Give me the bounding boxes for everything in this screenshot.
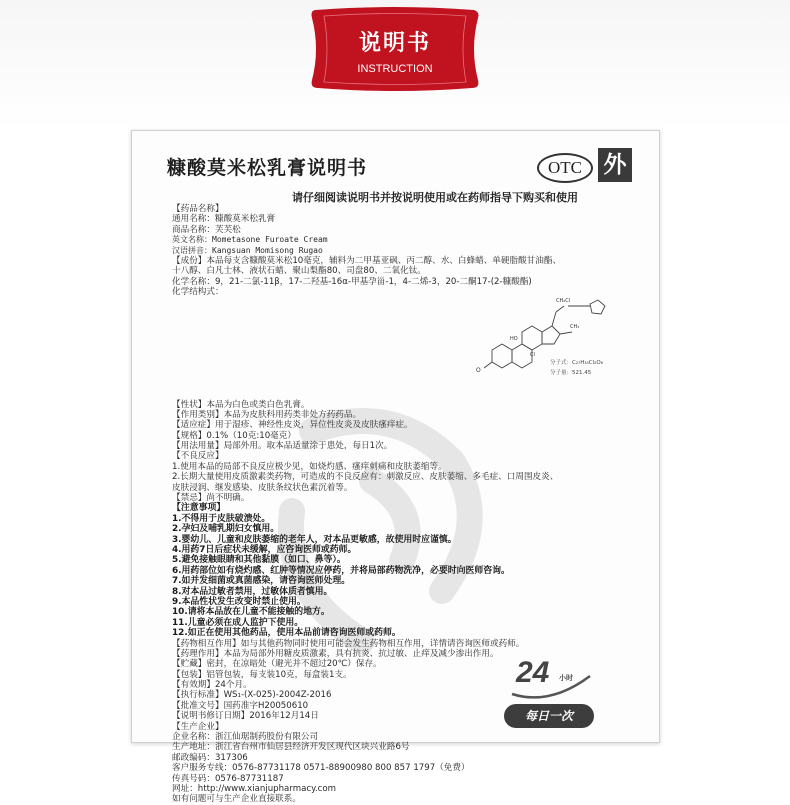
text-line: 传真号码：0576-87731187	[172, 773, 284, 784]
text-line: 【注意事项】	[172, 503, 226, 514]
text-line: 【禁忌】尚不明确。	[172, 493, 250, 504]
external-use-badge: 外	[598, 148, 632, 182]
text-line: 网址：http://www.xianjupharmacy.com	[172, 783, 337, 794]
text-line: 通用名称：糠酸莫米松乳膏	[172, 214, 276, 225]
text-line: 3.婴幼儿、儿童和皮肤萎缩的老年人，对本品更敏感，故使用时应谨慎。	[172, 534, 457, 545]
text-line: 2.孕妇及哺乳期妇女慎用。	[172, 524, 280, 535]
text-line: 【适应症】用于湿疹、神经性皮炎，异位性皮炎及皮肤瘙痒症。	[172, 420, 413, 431]
text-line: 6.用药部位如有烧灼感、红肿等情况应停药，并将局部药物洗净，必要时向医师咨询。	[172, 565, 510, 576]
svg-text:CH₃: CH₃	[570, 323, 580, 330]
text-line: 1.使用本品的局部不良反应极少见，如烧灼感、瘙痒刺痛和皮肤萎缩等。	[172, 461, 447, 472]
svg-text:HO: HO	[510, 335, 518, 342]
banner-subtitle: INSTRUCTION	[357, 63, 433, 75]
text-line: 【药物相互作用】如与其他药物同时使用可能会发生药物相互作用，详情请咨询医师或药师。	[172, 638, 525, 649]
text-line: 1.不得用于皮肤破溃处。	[172, 513, 271, 524]
text-line: 5.避免接触眼睛和其他黏膜（如口、鼻等）。	[172, 555, 346, 566]
logo-number: 24	[516, 656, 550, 689]
otc-badge: OTC	[537, 153, 593, 183]
text-line: 12.如正在使用其他药品，使用本品前请咨询医师或药师。	[172, 628, 401, 639]
text-line: 7.如并发细菌或真菌感染，请咨询医师处理。	[172, 576, 351, 587]
text-line: 4.用药7日后症状未缓解，应咨询医师或药师。	[172, 544, 357, 555]
text-line: 【执行标准】WS₁-(X-025)-2004Z-2016	[172, 690, 332, 701]
text-line: 【规格】0.1%（10克:10毫克）	[172, 430, 296, 441]
top-section	[172, 204, 652, 298]
text-line: 化学结构式：	[172, 287, 224, 298]
text-line: 【生产企业】	[172, 721, 224, 732]
text-line: 【有效期】24个月。	[172, 680, 252, 691]
logo-unit: 小时	[559, 674, 573, 682]
text-line: 化学名称：9，21-二氯-11β，17-二羟基-16α-甲基孕甾-1，4-二烯-3，20-二酮17-(2-糠酸酯)	[172, 276, 532, 287]
text-line: 【药理作用】本品为局部外用糖皮质激素，具有抗炎、抗过敏、止痒及减少渗出作用。	[172, 648, 499, 659]
text-line: 【成份】本品每支含糠酸莫米松10毫克，辅料为二甲基亚砜、丙二醇、水、白蜂蜡、单硬脂酸甘油酯、	[172, 255, 562, 266]
text-line: 9.本品性状发生改变时禁止使用。	[172, 596, 306, 607]
usage-notice: 请仔细阅读说明书并按说明使用或在药师指导下购买和使用	[292, 191, 578, 204]
text-line: 【不良反应】	[172, 451, 224, 462]
text-line: 8.对本品过敏者禁用，过敏体质者慎用。	[172, 586, 333, 597]
svg-text:Cl: Cl	[530, 351, 535, 358]
bottom-section	[172, 400, 652, 805]
once-daily-label: 每日一次	[504, 704, 594, 728]
text-line: 10.请将本品放在儿童不能接触的地方。	[172, 607, 330, 618]
text-line: 邮政编码：317306	[172, 752, 248, 763]
text-line: 【用法用量】局部外用。取本品适量涂于患处，每日1次。	[172, 441, 393, 452]
text-line: 汉语拼音：Kangsuan Momisong Rugao	[172, 245, 323, 255]
text-line: 2.长期大量使用皮质激素类药物，可造成的不良反应有：刺激反应、皮肤萎缩、多毛症、口周围皮炎、	[172, 472, 559, 483]
leaflet-paper	[131, 130, 660, 805]
text-line: 企业名称：浙江仙琚制药股份有限公司	[172, 732, 319, 743]
text-line: 皮肤浸润、继发感染、皮肤条纹状色素沉着等。	[172, 482, 353, 493]
text-line: 【包装】铝管包装，每支装10克，每盒装1支。	[172, 669, 352, 680]
text-line: 【批准文号】国药准字H20050610	[172, 700, 309, 711]
text-line: 【性状】本品为白色或类白色乳膏。	[172, 399, 310, 410]
text-line: 【贮藏】密封，在凉暗处（避光并不超过20℃）保存。	[172, 659, 382, 670]
molecular-formula: 分子式：C₂₇H₃₀Cl₂O₆	[550, 359, 603, 366]
text-line: 【说明书修订日期】2016年12月14日	[172, 711, 319, 722]
svg-text:CH₂Cl: CH₂Cl	[556, 297, 571, 304]
text-line: 生产地址：浙江省台州市仙居县经济开发区现代区块兴业路6号	[172, 742, 410, 753]
molecular-weight: 分子量：521.45	[550, 369, 592, 376]
structure-area	[172, 298, 652, 400]
svg-text:O: O	[476, 366, 481, 374]
text-line: 如有问题可与生产企业直接联系。	[172, 794, 301, 805]
text-line: 【药品名称】	[172, 204, 224, 214]
24h-logo	[504, 656, 596, 736]
document-title: 糠酸莫米松乳膏说明书	[167, 157, 368, 179]
text-line: 【作用类别】本品为皮肤科用药类非处方药药品。	[172, 409, 362, 420]
text-line: 英文名称：Mometasone Furoate Cream	[172, 235, 328, 245]
instruction-banner	[310, 6, 480, 92]
text-line: 客户服务专线：0576-87731178 0571-88900980 800 857 1797（免费）	[172, 763, 470, 774]
text-line: 11.儿童必须在成人监护下使用。	[172, 617, 304, 628]
banner-title: 说明书	[358, 31, 431, 56]
text-line: 商品名称：芙芙松	[172, 224, 241, 235]
text-line: 十八醇、白凡士林、液状石蜡、聚山梨酯80、司盘80、二氧化钛。	[172, 266, 426, 277]
